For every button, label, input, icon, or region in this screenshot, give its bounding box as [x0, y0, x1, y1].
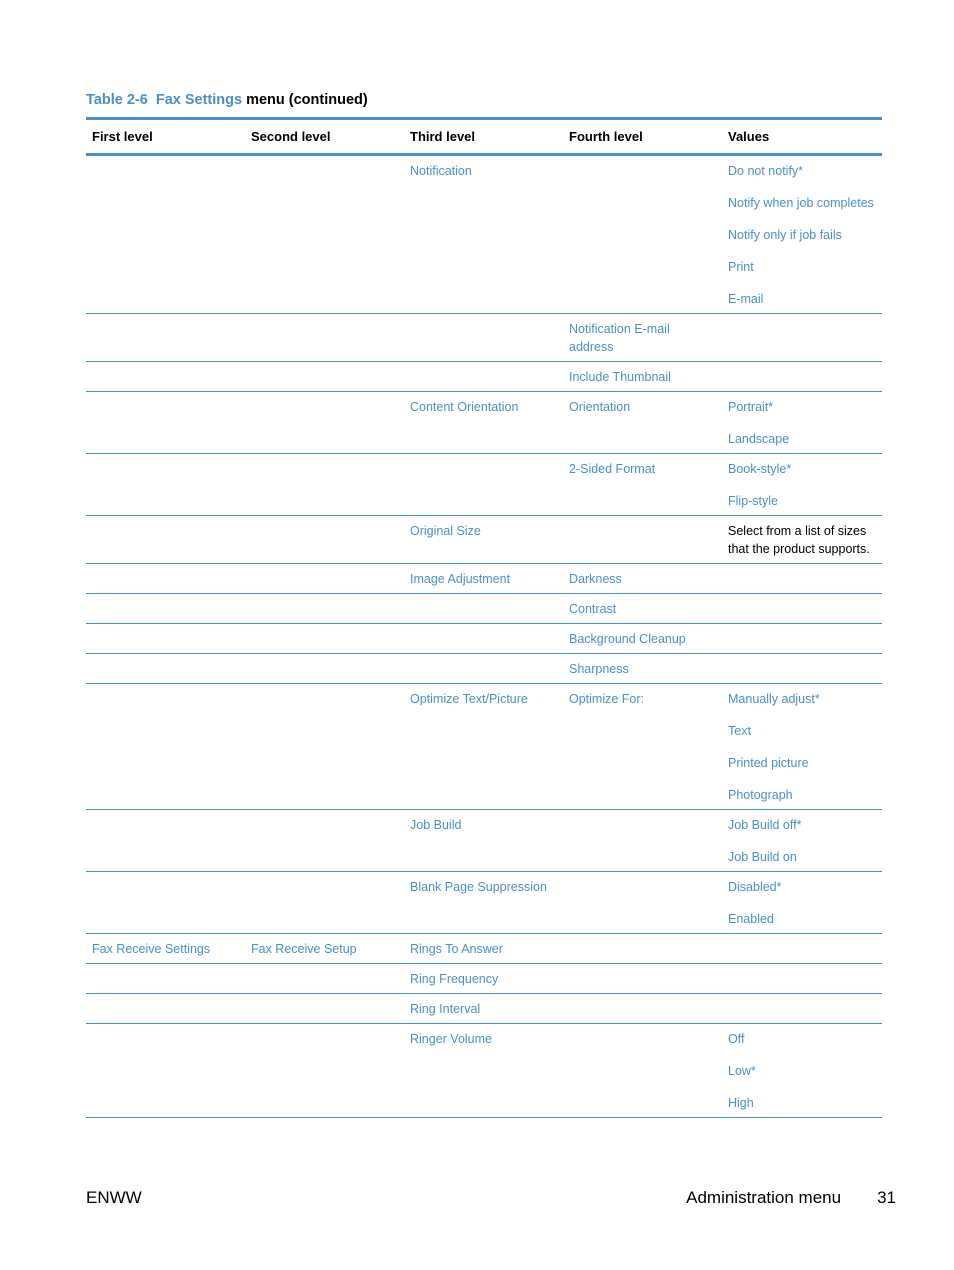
cell-fourth-level[interactable]: Include Thumbnail	[569, 370, 671, 384]
cell-values	[722, 654, 882, 684]
page-number: 31	[877, 1188, 896, 1207]
cell-third-level	[404, 454, 563, 516]
value-option[interactable]: Text	[728, 724, 751, 738]
cell-third-level	[404, 362, 563, 392]
value-description: Select from a list of sizes that the product supports.	[728, 524, 870, 556]
cell-second-level	[245, 454, 404, 516]
table-row	[86, 314, 882, 362]
cell-values	[722, 564, 882, 594]
value-option[interactable]: Notify when job completes	[728, 196, 874, 210]
cell-values	[722, 994, 882, 1024]
cell-values	[722, 392, 882, 454]
header-first-level: First level	[86, 119, 245, 155]
cell-fourth-level	[563, 155, 722, 314]
cell-fourth-level[interactable]: Optimize For:	[569, 692, 645, 706]
footer-right	[686, 1188, 896, 1208]
cell-second-level	[245, 684, 404, 810]
cell-first-level	[86, 684, 245, 810]
cell-second-level	[245, 516, 404, 564]
cell-fourth-level[interactable]: Darkness	[569, 572, 622, 586]
cell-third-level[interactable]: Rings To Answer	[410, 942, 503, 956]
cell-third-level[interactable]: Blank Page Suppression	[410, 880, 547, 894]
cell-fourth-level[interactable]: Background Cleanup	[569, 632, 686, 646]
cell-second-level	[245, 810, 404, 872]
table-row	[86, 362, 882, 392]
cell-first-level	[86, 994, 245, 1024]
table-row	[86, 994, 882, 1024]
cell-values	[722, 594, 882, 624]
cell-fourth-level	[563, 964, 722, 994]
cell-third-level	[404, 594, 563, 624]
cell-first-level	[86, 314, 245, 362]
cell-third-level[interactable]: Ringer Volume	[410, 1032, 492, 1046]
cell-first-level	[86, 872, 245, 934]
cell-fourth-level[interactable]: Sharpness	[569, 662, 629, 676]
value-option[interactable]: Job Build on	[728, 850, 797, 864]
cell-third-level	[404, 654, 563, 684]
cell-values	[722, 362, 882, 392]
cell-first-level	[86, 1024, 245, 1118]
value-option[interactable]: E-mail	[728, 292, 764, 306]
value-option[interactable]: Disabled*	[728, 880, 782, 894]
cell-values	[722, 934, 882, 964]
table-body	[86, 155, 882, 1118]
cell-fourth-level[interactable]: Notification E-mail address	[569, 322, 670, 354]
header-values: Values	[722, 119, 882, 155]
cell-values	[722, 155, 882, 314]
cell-values	[722, 810, 882, 872]
value-option[interactable]: High	[728, 1096, 754, 1110]
cell-third-level	[404, 314, 563, 362]
value-option[interactable]: Notify only if job fails	[728, 228, 842, 242]
cell-first-level	[86, 654, 245, 684]
cell-values	[722, 964, 882, 994]
cell-second-level	[245, 994, 404, 1024]
cell-fourth-level	[563, 516, 722, 564]
cell-second-level	[245, 654, 404, 684]
cell-fourth-level	[563, 872, 722, 934]
cell-first-level	[86, 516, 245, 564]
cell-fourth-level	[563, 1024, 722, 1118]
footer-left: ENWW	[86, 1188, 142, 1207]
table-row	[86, 454, 882, 516]
cell-third-level[interactable]: Content Orientation	[410, 400, 519, 414]
value-option[interactable]: Printed picture	[728, 756, 809, 770]
table-row	[86, 872, 882, 934]
value-option[interactable]: Book-style*	[728, 462, 792, 476]
cell-second-level	[245, 314, 404, 362]
table-header-row	[86, 119, 882, 155]
table-row	[86, 684, 882, 810]
cell-second-level	[245, 624, 404, 654]
cell-second-level	[245, 872, 404, 934]
table-row	[86, 594, 882, 624]
table-row	[86, 934, 882, 964]
table-row	[86, 624, 882, 654]
value-option[interactable]: Do not notify*	[728, 164, 804, 178]
cell-third-level[interactable]: Original Size	[410, 524, 481, 538]
cell-second-level	[245, 1024, 404, 1118]
table-number: Table 2-6	[86, 92, 148, 108]
cell-values	[722, 314, 882, 362]
table-row	[86, 654, 882, 684]
value-option[interactable]: Off	[728, 1032, 745, 1046]
cell-second-level	[245, 964, 404, 994]
cell-fourth-level	[563, 934, 722, 964]
value-option[interactable]: Job Build off*	[728, 818, 802, 832]
value-option[interactable]: Low*	[728, 1064, 756, 1078]
table-caption-suffix: menu (continued)	[246, 92, 368, 108]
table-row	[86, 155, 882, 314]
table-row	[86, 516, 882, 564]
cell-third-level	[404, 624, 563, 654]
cell-second-level	[245, 564, 404, 594]
cell-fourth-level[interactable]: 2-Sided Format	[569, 462, 656, 476]
cell-fourth-level	[563, 810, 722, 872]
cell-second-level	[245, 594, 404, 624]
cell-fourth-level[interactable]: Contrast	[569, 602, 617, 616]
cell-values	[722, 624, 882, 654]
cell-first-level	[86, 564, 245, 594]
header-second-level: Second level	[245, 119, 404, 155]
cell-third-level[interactable]: Ring Interval	[410, 1002, 481, 1016]
header-third-level: Third level	[404, 119, 563, 155]
cell-first-level[interactable]: Fax Receive Settings	[92, 942, 211, 956]
cell-third-level[interactable]: Notification	[410, 164, 472, 178]
cell-third-level[interactable]: Job Build	[410, 818, 462, 832]
cell-fourth-level	[563, 994, 722, 1024]
cell-values	[722, 684, 882, 810]
value-option[interactable]: Landscape	[728, 432, 790, 446]
value-option[interactable]: Flip-style	[728, 494, 779, 508]
cell-second-level[interactable]: Fax Receive Setup	[251, 942, 357, 956]
value-option[interactable]: Manually adjust*	[728, 692, 820, 706]
cell-second-level	[245, 362, 404, 392]
value-option[interactable]: Portrait*	[728, 400, 774, 414]
cell-first-level	[86, 155, 245, 314]
cell-values	[722, 872, 882, 934]
fax-settings-table	[86, 117, 882, 1118]
cell-third-level[interactable]: Image Adjustment	[410, 572, 511, 586]
value-option[interactable]: Photograph	[728, 788, 793, 802]
table-row	[86, 1024, 882, 1118]
value-option[interactable]: Enabled	[728, 912, 774, 926]
cell-values	[722, 454, 882, 516]
cell-first-level	[86, 624, 245, 654]
table-row	[86, 564, 882, 594]
table-caption	[86, 92, 368, 108]
value-option[interactable]: Print	[728, 260, 754, 274]
cell-values	[722, 1024, 882, 1118]
cell-first-level	[86, 594, 245, 624]
cell-third-level[interactable]: Ring Frequency	[410, 972, 499, 986]
table-name-link[interactable]: Fax Settings	[155, 92, 243, 108]
cell-values	[722, 516, 882, 564]
cell-second-level	[245, 155, 404, 314]
cell-second-level	[245, 392, 404, 454]
cell-first-level	[86, 454, 245, 516]
table-row	[86, 810, 882, 872]
cell-fourth-level[interactable]: Orientation	[569, 400, 631, 414]
footer-section: Administration menu	[686, 1188, 842, 1207]
cell-first-level	[86, 362, 245, 392]
table-row	[86, 392, 882, 454]
cell-first-level	[86, 964, 245, 994]
table-row	[86, 964, 882, 994]
header-fourth-level: Fourth level	[563, 119, 722, 155]
cell-first-level	[86, 392, 245, 454]
cell-third-level[interactable]: Optimize Text/Picture	[410, 692, 528, 706]
cell-first-level	[86, 810, 245, 872]
